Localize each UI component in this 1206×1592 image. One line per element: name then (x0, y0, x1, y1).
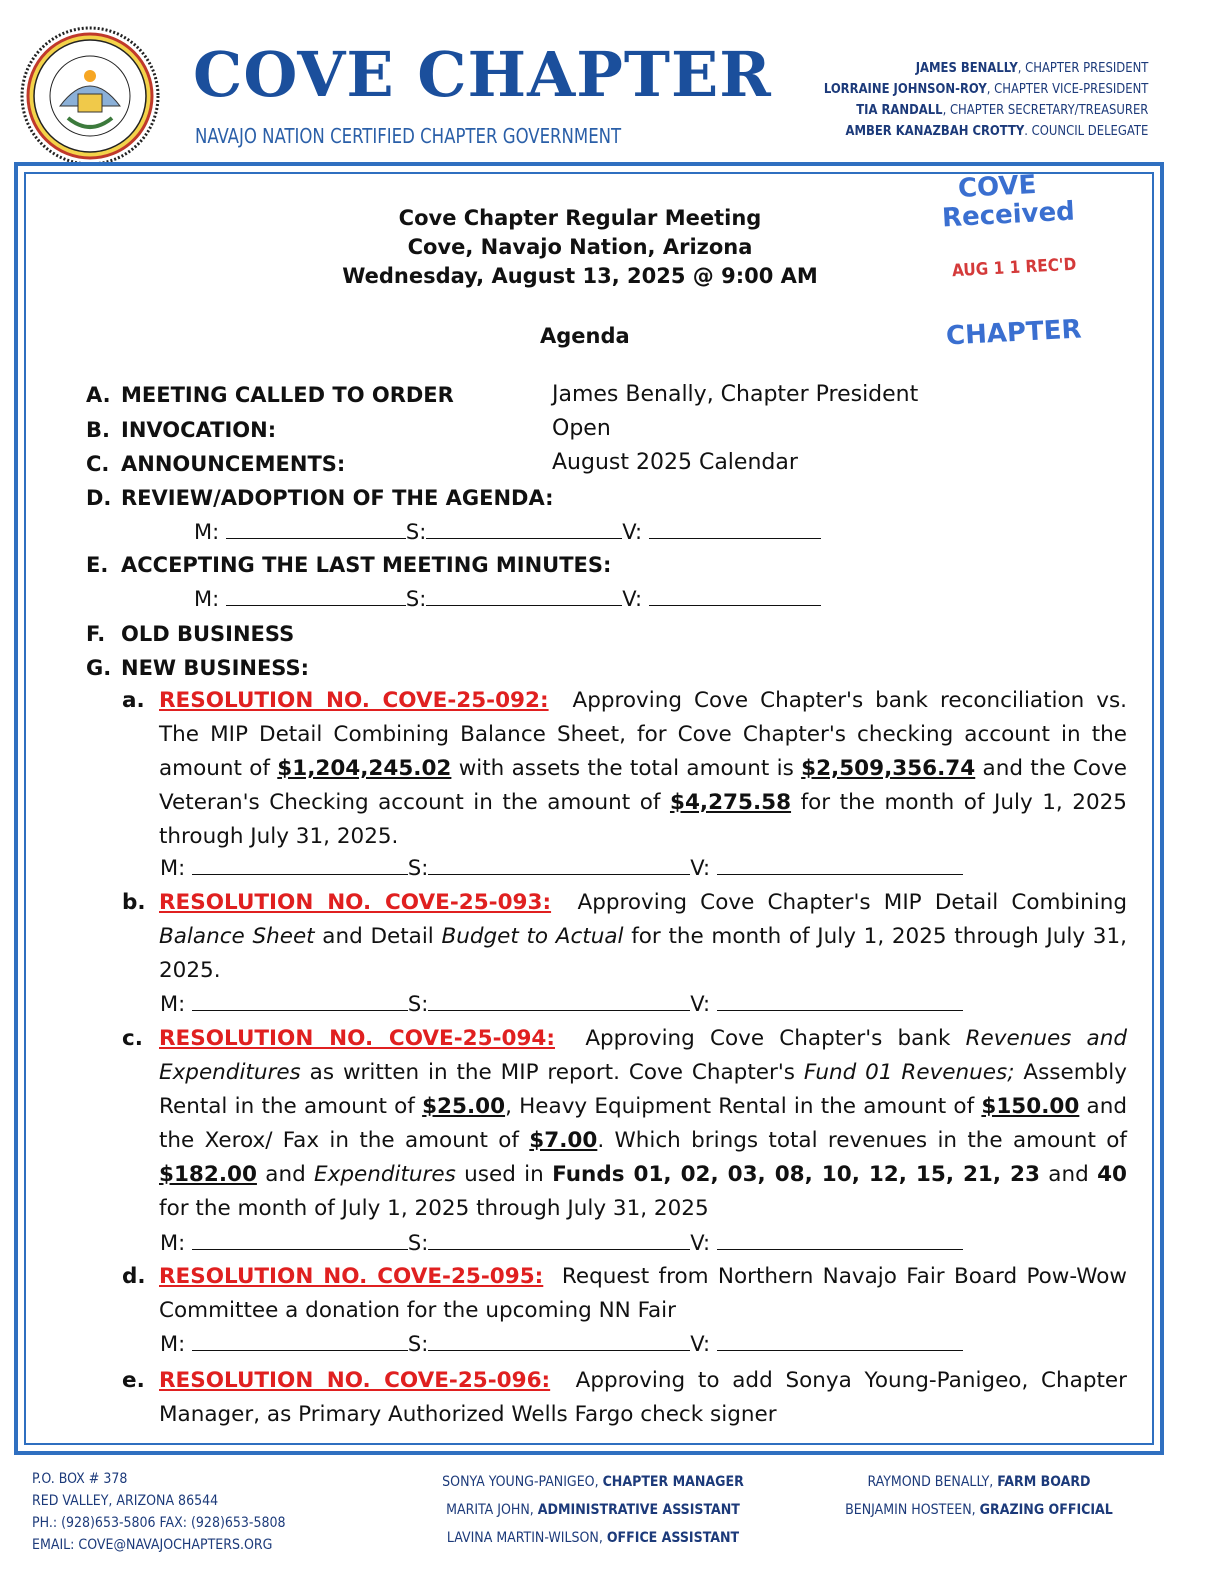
resolution-e: e. RESOLUTION NO. COVE-25-096: Approving to add Sonya Young-Panigeo, Chapter Manager, as Primary Authorized Wells Fargo check signer (122, 1368, 1127, 1427)
meeting-date: Wednesday, August 13, 2025 @ 9:00 AM (342, 264, 818, 288)
agenda-item-c: C. ANNOUNCEMENTS: (86, 452, 346, 476)
officer-line: LORRAINE JOHNSON-ROY, CHAPTER VICE-PRESIDENT (823, 81, 1148, 97)
agenda-item-f: F. OLD BUSINESS (86, 622, 295, 646)
chapter-title: COVE CHAPTER (193, 38, 772, 111)
motion-line: M: S: V: (160, 1332, 963, 1356)
motion-line: M: S: V: (160, 856, 963, 880)
navajo-nation-seal (20, 26, 160, 166)
motion-line: M: S: V: (194, 520, 821, 544)
agenda-item-a: A. MEETING CALLED TO ORDER (86, 383, 454, 407)
officer-line: AMBER KANAZBAH CROTTY. COUNCIL DELEGATE (845, 123, 1148, 139)
stamp-date: AUG 1 1 REC'D (951, 254, 1077, 282)
officer-line: TIA RANDALL, CHAPTER SECRETARY/TREASURER (855, 102, 1148, 118)
agenda-item-a-value: James Benally, Chapter President (552, 382, 919, 407)
stamp-chapter: CHAPTER (945, 314, 1083, 352)
motion-line: M: S: V: (194, 587, 821, 611)
meeting-title: Cove Chapter Regular Meeting (398, 206, 762, 230)
agenda-item-b: B. INVOCATION: (86, 418, 277, 442)
officer-line: JAMES BENALLY, CHAPTER PRESIDENT (915, 60, 1148, 76)
officers-list (823, 58, 1148, 142)
meeting-location: Cove, Navajo Nation, Arizona (407, 235, 753, 259)
stamp-received: Received (941, 196, 1076, 234)
stamp-cove: COVE (957, 169, 1038, 205)
footer-address: P.O. BOX # 378 RED VALLEY, ARIZONA 86544 PH.: (928)653-5806 FAX: (928)653-5808 EMAIL: COVE@NAVAJOCHAPTERS.ORG (32, 1471, 286, 1553)
agenda-item-e: E. ACCEPTING THE LAST MEETING MINUTES: (86, 553, 612, 577)
motion-line: M: S: V: (160, 992, 963, 1016)
chapter-subtitle: NAVAJO NATION CERTIFIED CHAPTER GOVERNMENT (195, 124, 622, 148)
motion-line: M: S: V: (160, 1231, 963, 1255)
footer-staff: SONYA YOUNG-PANIGEO, CHAPTER MANAGER MARITA JOHN, ADMINISTRATIVE ASSISTANT LAVINA MARTIN-WILSON, OFFICE ASSISTANT (442, 1474, 744, 1546)
resolution-d: d. RESOLUTION NO. COVE-25-095: Request from Northern Navajo Fair Board Pow-Wow Committee a donation for the upcoming NN Fair (122, 1264, 1127, 1323)
resolution-b: b. RESOLUTION NO. COVE-25-093: Approving Cove Chapter's MIP Detail Combining Balance Sheet and Detail Budget to Actual for the month of July 1, 2025 through July 31, 2025. (122, 890, 1127, 983)
footer-officials: RAYMOND BENALLY, FARM BOARD BENJAMIN HOSTEEN, GRAZING OFFICIAL (845, 1474, 1113, 1518)
agenda-heading: Agenda (540, 324, 630, 348)
agenda-item-d: D. REVIEW/ADOPTION OF THE AGENDA: (86, 486, 554, 510)
resolution-c: c. RESOLUTION NO. COVE-25-094: Approving Cove Chapter's bank Revenues and Expenditures as written in the MIP report. Cove Chapter's Fund 01 Revenues; Assembly Rental in the amount of $25.00, Heavy Equipment Rental in the amount of $150.00 and the Xerox/ Fax in the amount of $7.00. Which brings total revenues in the amount of $182.00 and Expenditures used in Funds 01, 02, 03, 08, 10, 12, 15, 21, 23 and 40 for the month of July 1, 2025 through July 31, 2025 (122, 1026, 1128, 1221)
agenda-item-c-value: August 2025 Calendar (552, 450, 798, 475)
agenda-item-g: G. NEW BUSINESS: (86, 656, 310, 680)
resolution-a: a. RESOLUTION NO. COVE-25-092: Approving Cove Chapter's bank reconciliation vs. The MIP Detail Combining Balance Sheet, for Cove Chapter's checking account in the amount of $1,204,245.02 with assets the total amount is $2,509,356.74 and the Cove Veteran's Checking account in the amount of $4,275.58 for the month of July 1, 2025 through July 31, 2025. (122, 688, 1127, 849)
agenda-item-b-value: Open (552, 416, 611, 441)
